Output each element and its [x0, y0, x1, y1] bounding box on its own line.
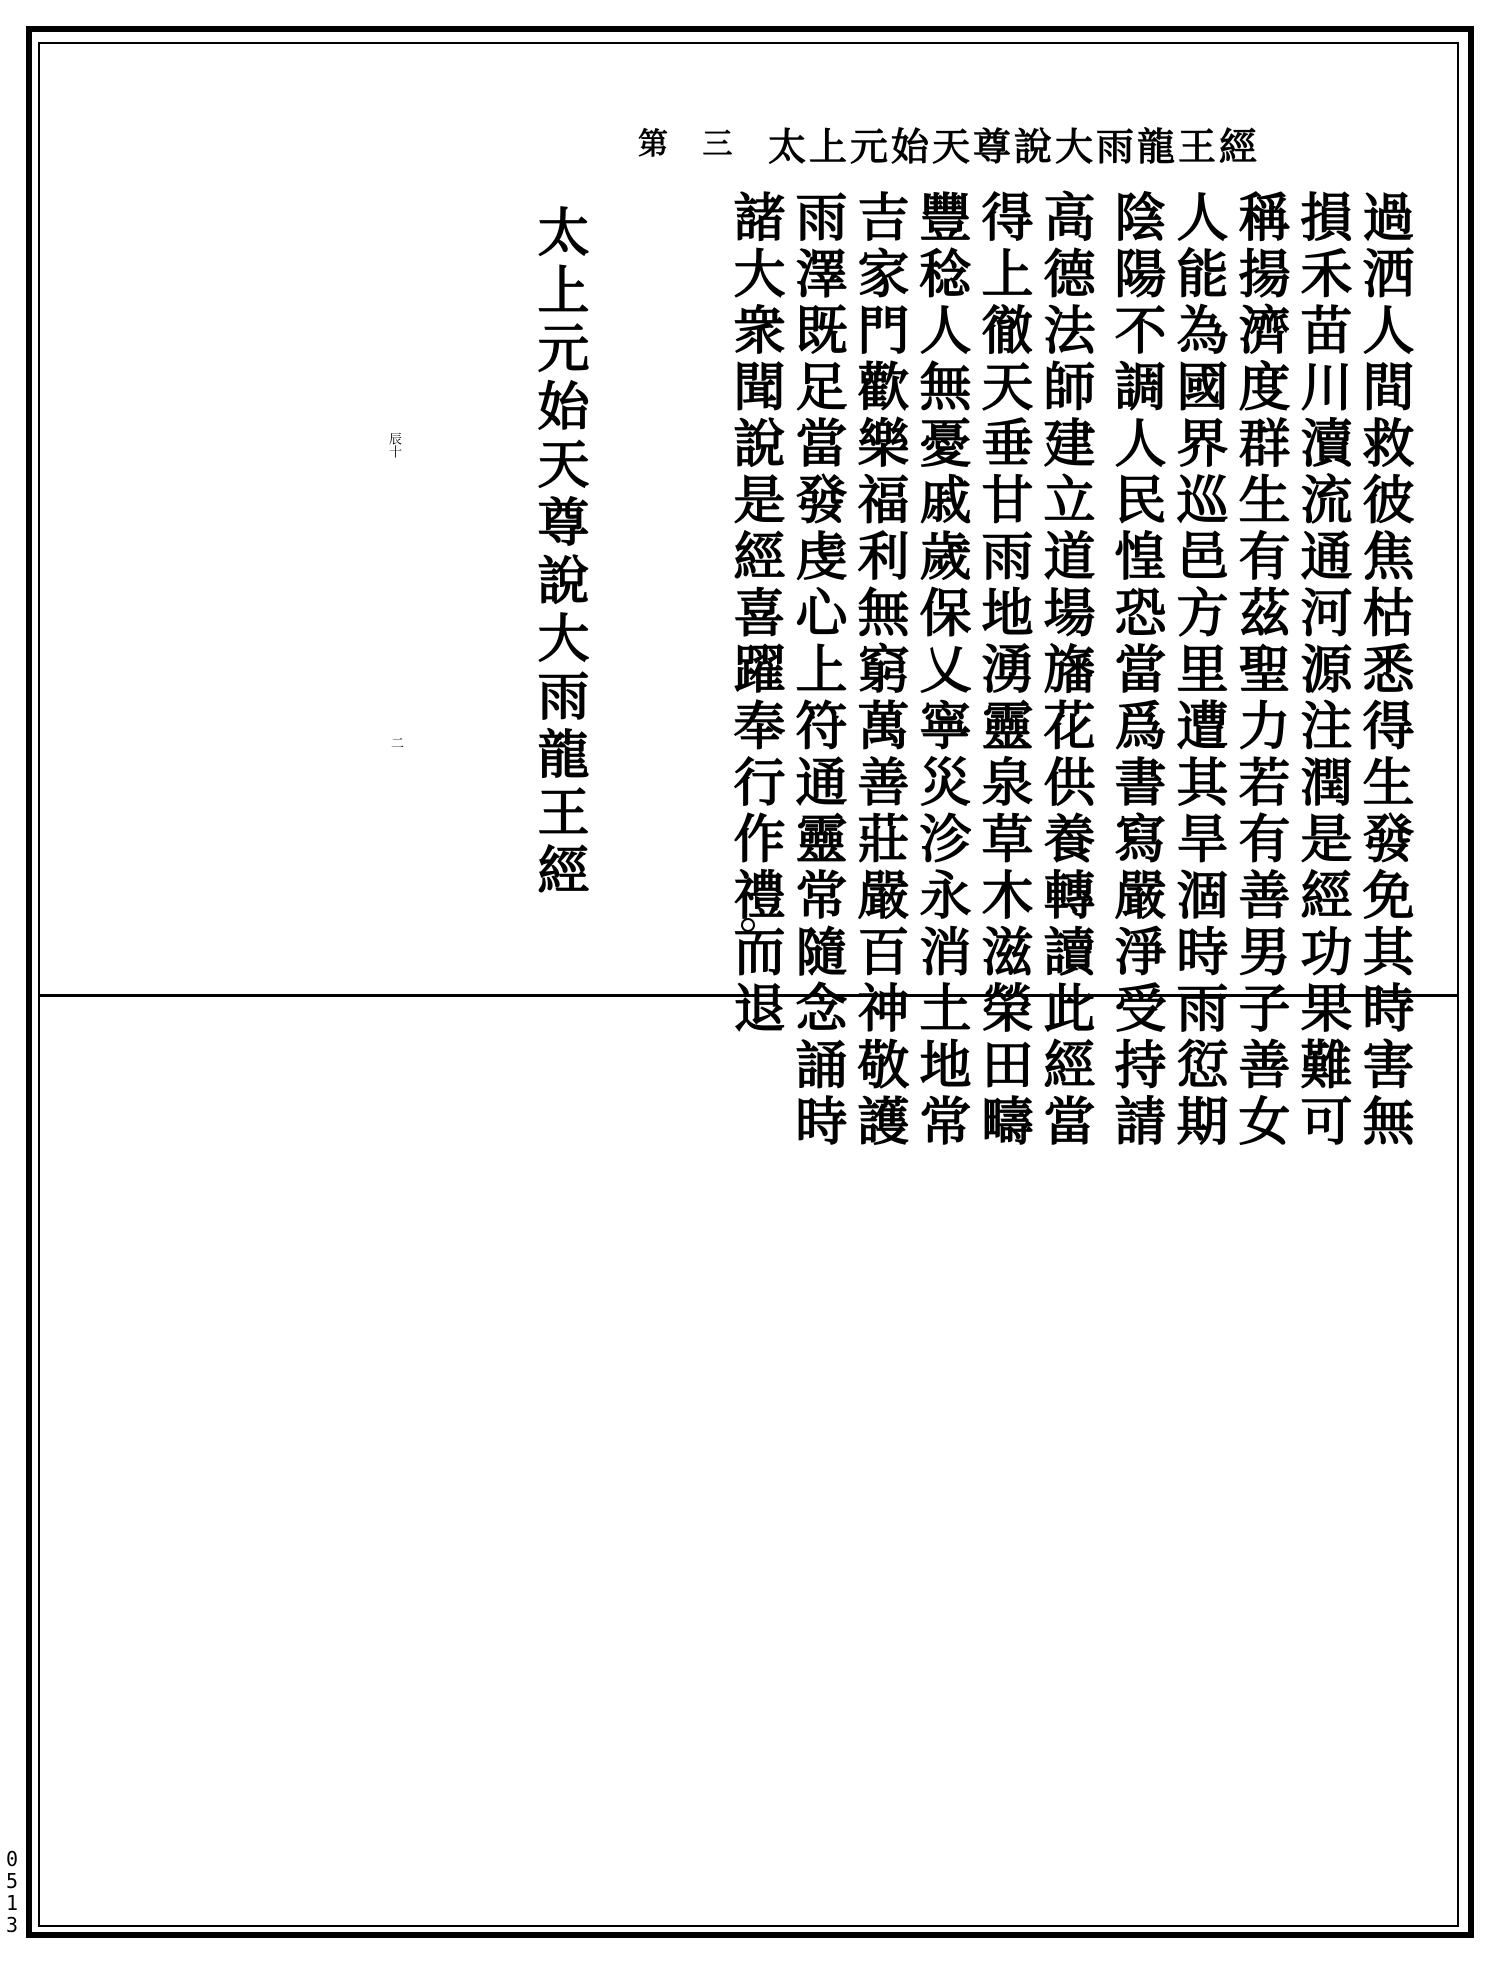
scripture-column-8 — [910, 190, 971, 1151]
column-text: 吉家門歡樂福利無窮萬善莊嚴百神敬護 — [848, 190, 909, 1151]
header-scripture-title — [760, 124, 1260, 169]
margin-mark-upper — [384, 432, 403, 458]
closing-scripture-title — [528, 205, 589, 901]
column-text: 損禾苗川瀆流通河源注潤是經功果難可 — [1291, 190, 1352, 1151]
scripture-column-7 — [972, 190, 1033, 1151]
header-section-text: 第 三 — [638, 127, 745, 162]
section-end-circle — [741, 918, 755, 932]
header-section-number — [638, 127, 745, 162]
scripture-column-9 — [848, 190, 909, 1151]
header-title-text: 太上元始天尊說大雨龍王經 — [767, 124, 1260, 169]
closing-title-text: 太上元始天尊說大雨龍王經 — [528, 205, 589, 901]
column-text: 過洒人間救彼焦枯悉得生發免其時害無 — [1353, 190, 1414, 1151]
column-text: 雨澤既足當發虔心上符通靈常隨念誦時 — [786, 190, 847, 1151]
section-start-circle — [741, 210, 755, 224]
margin-mark-lower-text: 二 — [388, 736, 403, 749]
scripture-column-2 — [1291, 190, 1352, 1151]
column-text: 豐稔人無憂戚歲保乂寧災沴永消土地常 — [910, 190, 971, 1151]
scripture-column-10 — [786, 190, 847, 1151]
column-text: 陰陽不調人民惶恐當爲書寫嚴淨受持請 — [1105, 190, 1166, 1151]
scripture-column-5 — [1105, 190, 1166, 1151]
column-text: 高德法師建立道場旛花供養轉讀此經當 — [1034, 190, 1095, 1151]
column-text: 稱揚濟度群生有茲聖力若有善男子善女 — [1229, 190, 1290, 1151]
scripture-column-4 — [1167, 190, 1228, 1151]
scripture-column-11 — [724, 190, 785, 1038]
column-text: 得上徹天垂甘雨地湧靈泉草木滋榮田疇 — [972, 190, 1033, 1151]
column-text: 人能為國界巡邑方里遭其旱涸時雨愆期 — [1167, 190, 1228, 1151]
page-number: 0513 — [5, 1847, 19, 1937]
scripture-column-6 — [1034, 190, 1095, 1151]
margin-mark-lower — [386, 736, 405, 749]
scripture-column-1 — [1353, 190, 1414, 1151]
margin-mark-upper-text: 辰十 — [386, 432, 401, 458]
scripture-column-3 — [1229, 190, 1290, 1151]
column-text: 諸大衆聞說是經喜躍奉行作禮而退 — [724, 190, 785, 1038]
